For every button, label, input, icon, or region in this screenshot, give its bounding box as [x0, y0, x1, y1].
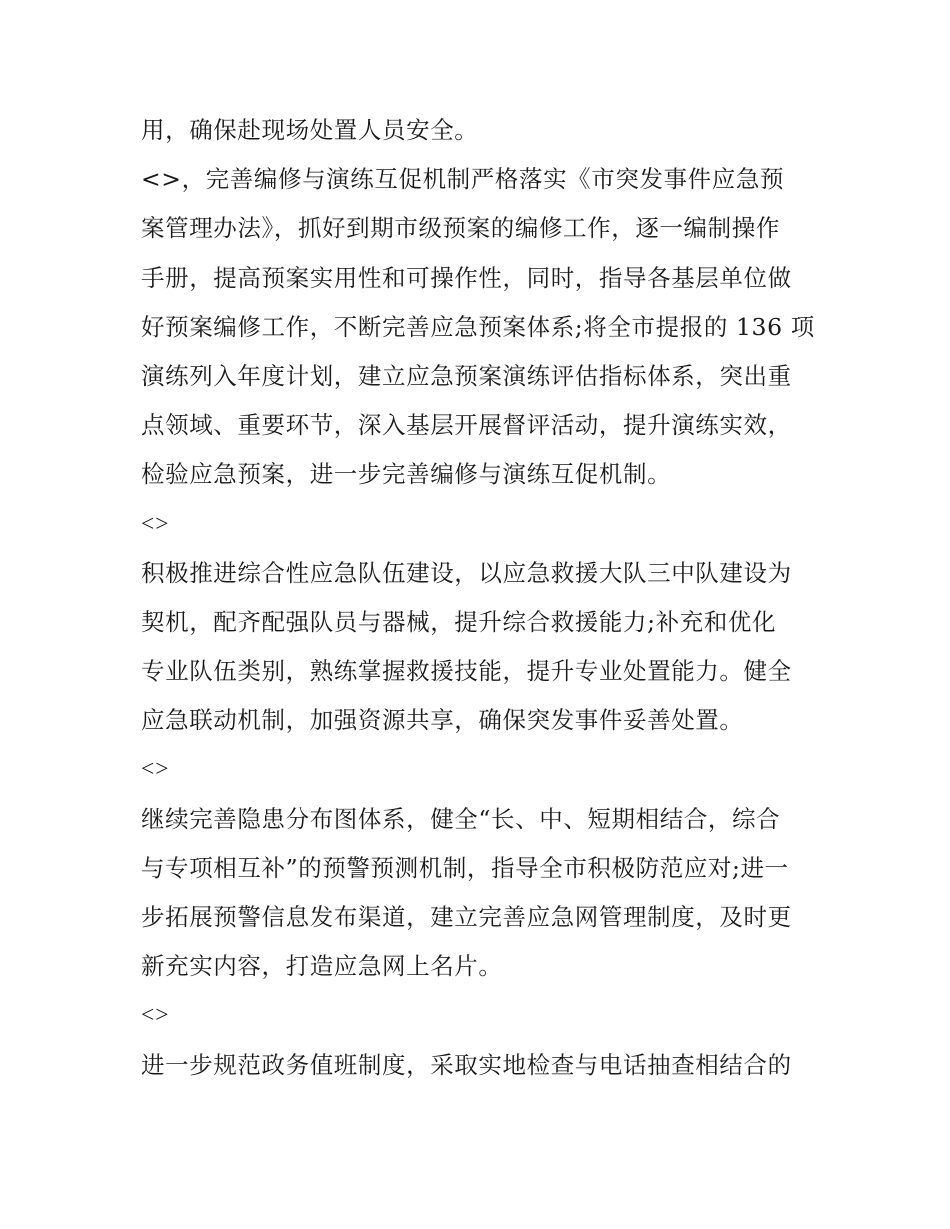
text-line: 继续完善隐患分布图体系，健全“长、中、短期相结合，综合 — [141, 804, 781, 833]
text-line: 点领域、重要环节，深入基层开展督评活动，提升演练实效， — [141, 411, 792, 440]
text-line: 步拓展预警信息发布渠道，建立完善应急网管理制度，及时更 — [141, 903, 792, 931]
section-marker: <> — [141, 1002, 170, 1029]
text-line: 手册，提高预案实用性和可操作性，同时，指导各基层单位做 — [141, 263, 792, 292]
text-line: 契机，配齐配强队员与器械，提升综合救援能力;补充和优化 — [141, 607, 777, 636]
text-line: 新充实内容，打造应急网上名片。 — [141, 952, 503, 981]
text-line: 积极推进综合性应急队伍建设，以应急救援大队三中队建设为 — [141, 558, 792, 587]
text-line: 检验应急预案，进一步完善编修与演练互促机制。 — [141, 460, 672, 489]
text-line: 专业队伍类别，熟练掌握救援技能，提升专业处置能力。健全 — [141, 657, 792, 686]
text-line: 案管理办法》，抓好到期市级预案的编修工作，逐一编制操作 — [141, 214, 780, 243]
document-body — [141, 106, 821, 1090]
text-line: 用，确保赴现场处置人员安全。 — [141, 116, 479, 144]
text-line: <>，完善编修与演练互促机制严格落实《市突发事件应急预 — [141, 165, 785, 194]
text-line: 进一步规范政务值班制度，采取实地检查与电话抽查相结合的 — [141, 1050, 792, 1079]
section-marker: <> — [141, 756, 170, 783]
text-line: 应急联动机制，加强资源共享，确保突发事件妥善处置。 — [141, 706, 744, 735]
text-line: 好预案编修工作，不断完善应急预案体系;将全市提报的 136 项 — [141, 312, 815, 341]
text-line: 演练列入年度计划，建立应急预案演练评估指标体系，突出重 — [141, 361, 792, 390]
text-line: 与专项相互补”的预警预测机制，指导全市积极防范应对;进一 — [141, 853, 789, 882]
section-marker: <> — [141, 510, 170, 537]
